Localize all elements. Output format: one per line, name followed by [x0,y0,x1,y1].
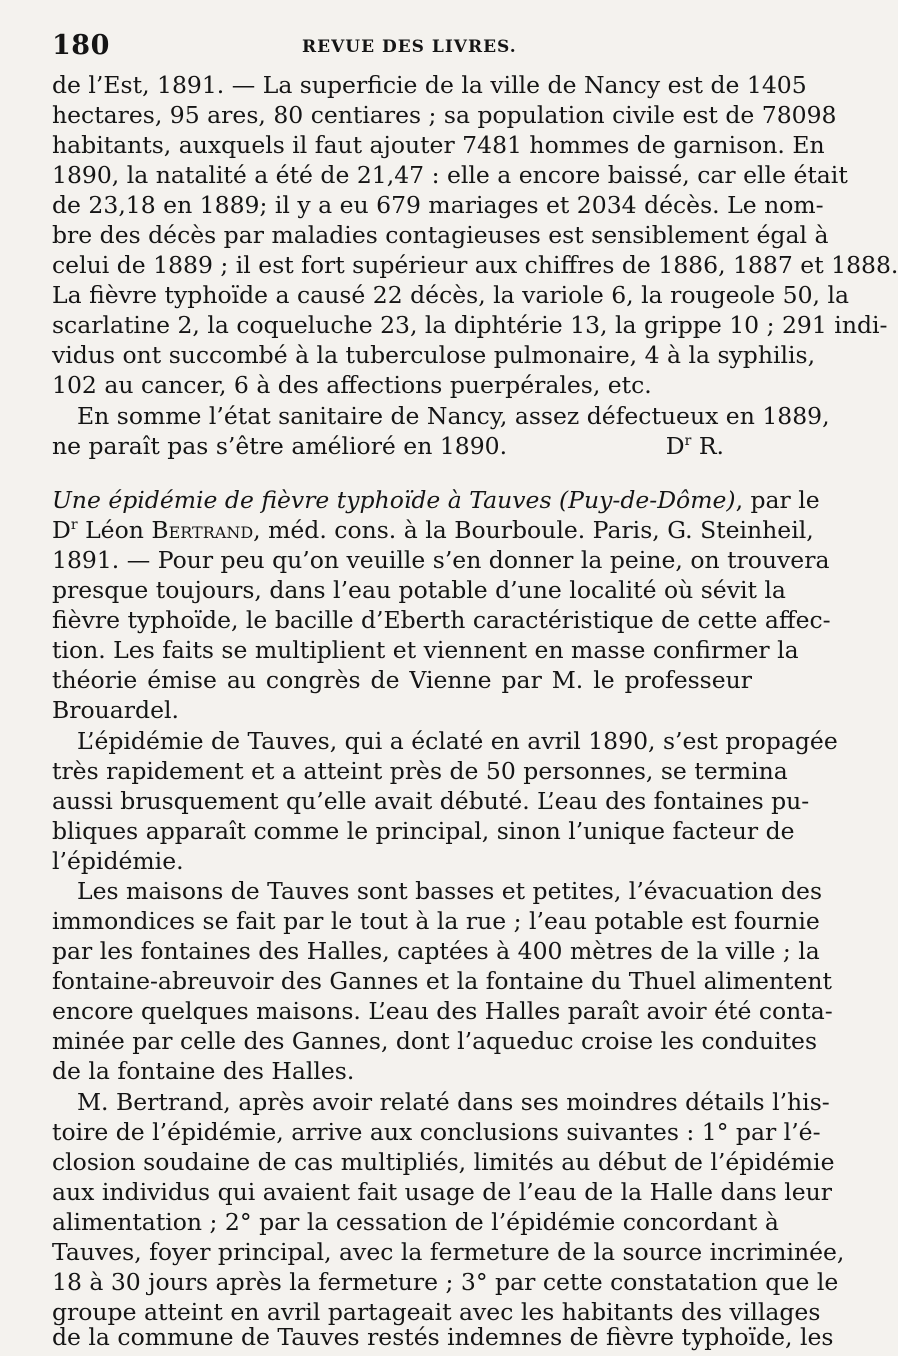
text-line: L’épidémie de Tauves, qui a éclaté en avril 1890, s’est propagée [77,727,838,755]
review-title-line: Une épidémie de fièvre typhoïde à Tauves (Puy-de-Dôme), par le [52,486,820,514]
review-author-line: $D^r$ Léon Bertrand, méd. cons. à la Bourboule. Paris, G. Steinheil, [52,516,814,544]
text-line: par les fontaines des Halles, captées à 400 mètres de la ville ; la [52,937,820,965]
text-line: Tauves, foyer principal, avec la fermeture de la source incriminée, [52,1238,845,1266]
text-line: 102 au cancer, 6 à des affections puerpérales, etc. [52,371,652,399]
page-number: 180 [52,30,110,61]
review-signature: $D^r$ R. [665,432,724,460]
text-line: 1890, la natalité a été de 21,47 : elle a encore baissé, car elle était [52,161,848,189]
text-line: Les maisons de Tauves sont basses et petites, l’évacuation des [77,877,823,905]
text-line: aux individus qui avaient fait usage de l’eau de la Halle dans leur [52,1178,833,1206]
text-line: de la fontaine des Halles. [52,1057,355,1085]
text-line: immondices se fait par le tout à la rue ; l’eau potable est fournie [52,907,820,935]
text-line: bliques apparaît comme le principal, sinon l’unique facteur de [52,817,795,845]
text-line: minée par celle des Gannes, dont l’aqueduc croise les conduites [52,1027,818,1055]
text-line: fontaine-abreuvoir des Gannes et la fontaine du Thuel alimentent [52,967,832,995]
running-title: REVUE DES LIVRES. [302,37,517,57]
text-line: de la commune de Tauves restés indemnes de fièvre typhoïde, les [52,1323,834,1351]
text-line: hectares, 95 ares, 80 centiares ; sa population civile est de 78098 [52,101,837,129]
text-line: M. Bertrand, après avoir relaté dans ses moindres détails l’his- [77,1088,830,1116]
text-line: tion. Les faits se multiplient et viennent en masse confirmer la [52,636,799,664]
book-title: Une épidémie de fièvre typhoïde à Tauves [52,486,552,514]
text-line: groupe atteint en avril partageait avec les habitants des villages [52,1298,821,1326]
text-line: closion soudaine de cas multipliés, limités au début de l’épidémie [52,1148,835,1176]
text-line: l’épidémie. [52,847,184,875]
text-line: de l’Est, 1891. — La superficie de la ville de Nancy est de 1405 [52,71,807,99]
text-line: ne paraît pas s’être amélioré en 1890. [52,432,508,460]
text-line: encore quelques maisons. L’eau des Halles paraît avoir été conta- [52,997,833,1025]
page-header [52,30,752,66]
text-line: 1891. — Pour peu qu’on veuille s’en donner la peine, on trouvera [52,546,830,574]
text-line: de 23,18 en 1889; il y a eu 679 mariages et 2034 décès. Le nom- [52,191,824,219]
book-place: (Puy-de-Dôme) [551,486,736,514]
text-line: fièvre typhoïde, le bacille d’Eberth caractéristique de cette affec- [52,606,831,634]
text-line: Brouardel. [52,696,179,724]
text-line: très rapidement et a atteint près de 50 personnes, se termina [52,757,788,785]
text-line: alimentation ; 2° par la cessation de l’épidémie concordant à [52,1208,779,1236]
text-line: presque toujours, dans l’eau potable d’une localité où sévit la [52,576,786,604]
author-name: Bertrand [151,516,254,544]
text-line: bre des décès par maladies contagieuses est sensiblement égal à [52,221,829,249]
text-line: La fièvre typhoïde a causé 22 décès, la variole 6, la rougeole 50, la [52,281,849,309]
text-line: habitants, auxquels il faut ajouter 7481 hommes de garnison. En [52,131,825,159]
text-line: vidus ont succombé à la tuberculose pulmonaire, 4 à la syphilis, [52,341,816,369]
text-line: aussi brusquement qu’elle avait débuté. L’eau des fontaines pu- [52,787,810,815]
text-line: 18 à 30 jours après la fermeture ; 3° par cette constatation que le [52,1268,839,1296]
text-line: toire de l’épidémie, arrive aux conclusions suivantes : 1° par l’é- [52,1118,821,1146]
text-line: celui de 1889 ; il est fort supérieur aux chiffres de 1886, 1887 et 1888. [52,251,898,279]
text-line: théorie émise au congrès de Vienne par M. le professeur [52,666,752,694]
text-line: En somme l’état sanitaire de Nancy, assez défectueux en 1889, [77,402,830,430]
text-line: scarlatine 2, la coqueluche 23, la diphtérie 13, la grippe 10 ; 291 indi- [52,311,888,339]
